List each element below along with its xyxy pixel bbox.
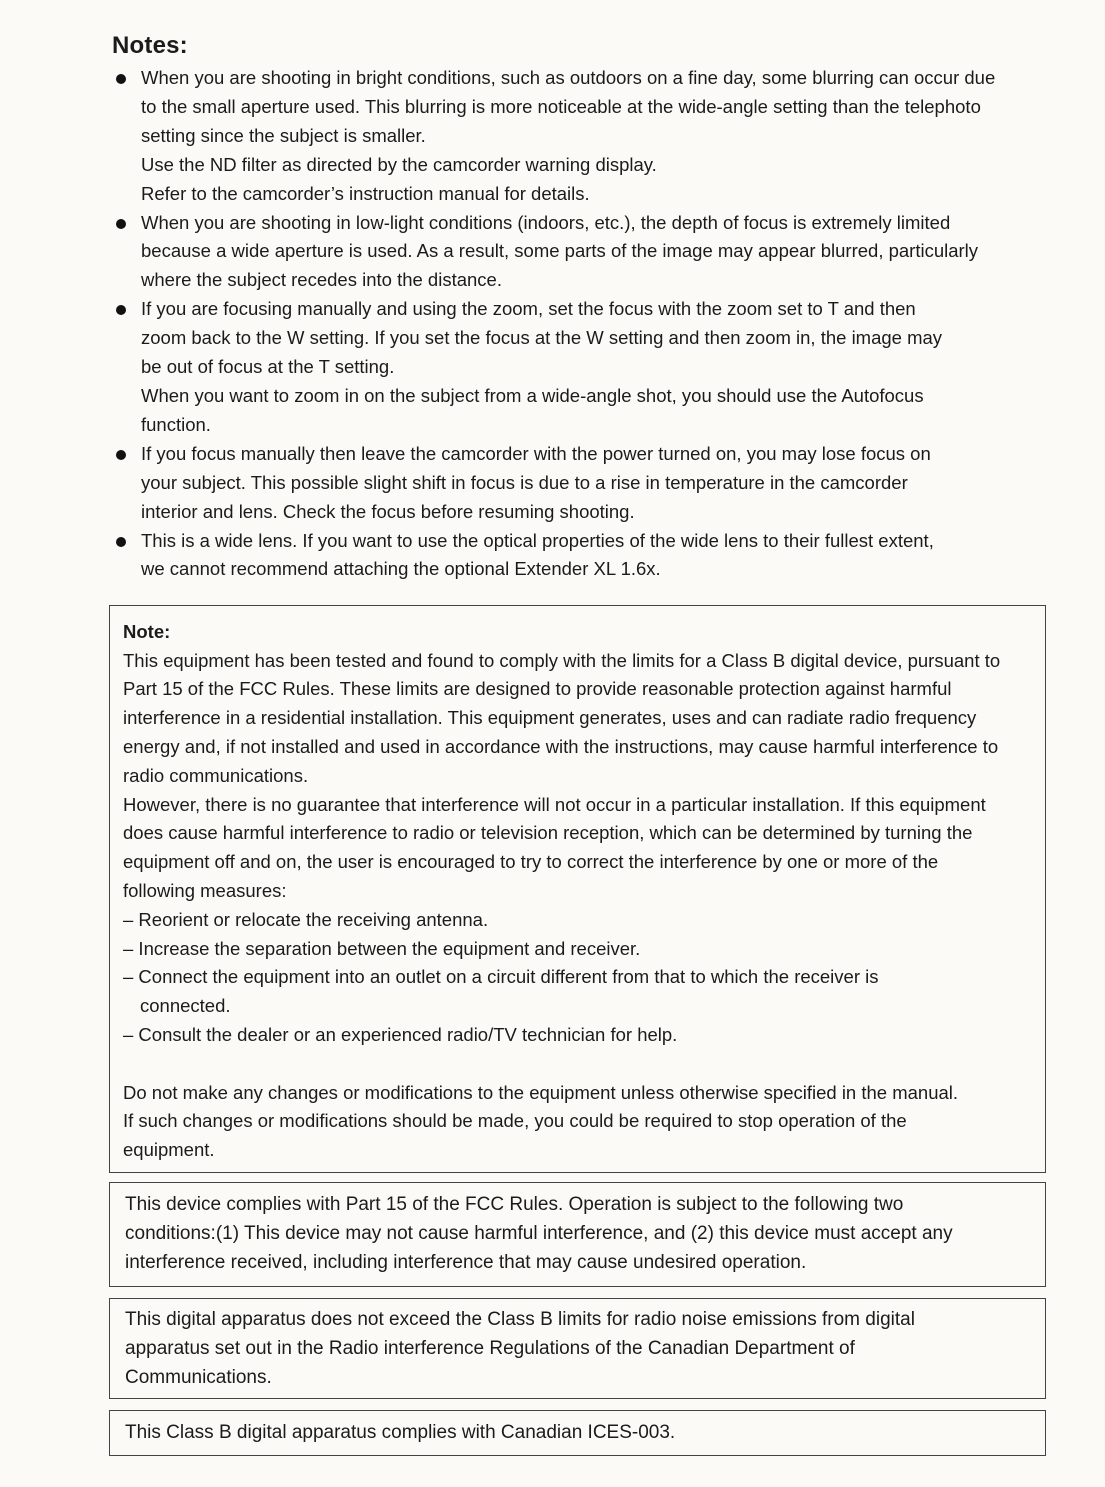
note-item — [112, 209, 1032, 296]
bullet-icon — [116, 450, 126, 460]
fcc-paragraph-line: interference in a residential installation. This equipment generates, uses and can radiate radio frequency — [123, 707, 977, 729]
note-line: where the subject recedes into the distance. — [141, 269, 502, 291]
fcc-paragraph-line: Part 15 of the FCC Rules. These limits are designed to provide reasonable protection against harmful — [123, 678, 952, 700]
note-line: If you are focusing manually and using the zoom, set the focus with the zoom set to T and then — [141, 298, 916, 320]
fcc-paragraph-line: If such changes or modifications should be made, you could be required to stop operation of the — [123, 1110, 907, 1132]
notes-list — [112, 64, 1032, 584]
note-line: we cannot recommend attaching the optional Extender XL 1.6x. — [141, 558, 661, 580]
fcc-compliance-box — [109, 1182, 1046, 1287]
note-line: because a wide aperture is used. As a result, some parts of the image may appear blurred, particularly — [141, 240, 979, 262]
fcc-paragraph-line: equipment. — [123, 1139, 215, 1161]
bullet-icon — [116, 219, 126, 229]
note-line: When you are shooting in bright conditions, such as outdoors on a fine day, some blurring can occur due — [141, 67, 996, 88]
measure-item: – Increase the separation between the equipment and receiver. — [123, 937, 641, 959]
fcc-paragraph-line: energy and, if not installed and used in accordance with the instructions, may cause harmful interference to — [123, 735, 999, 757]
note-line: your subject. This possible slight shift in focus is due to a rise in temperature in the camcorder — [141, 471, 908, 493]
fcc-paragraph-line: does cause harmful interference to radio or television reception, which can be determined by turning the — [123, 822, 973, 844]
note-item — [112, 64, 1032, 209]
note-line: When you are shooting in low-light conditions (indoors, etc.), the depth of focus is extremely limited — [141, 211, 951, 233]
measure-item: – Consult the dealer or an experienced radio/TV technician for help. — [123, 1023, 678, 1045]
measure-item: – Reorient or relocate the receiving antenna. — [123, 908, 489, 930]
bullet-icon — [116, 305, 126, 315]
note-line: Use the ND filter as directed by the camcorder warning display. — [141, 153, 657, 175]
fcc-paragraph-line: This equipment has been tested and found to comply with the limits for a Class B digital device, pursuant to — [123, 649, 1001, 671]
note-item — [112, 440, 1032, 527]
note-line: to the small aperture used. This blurring is more noticeable at the wide-angle setting than the telephoto — [141, 95, 981, 117]
ices-line: This Class B digital apparatus complies with Canadian ICES-003. — [125, 1422, 676, 1443]
note-line: function. — [141, 413, 211, 435]
fcc-paragraph-line: Do not make any changes or modifications to the equipment unless otherwise specified in the manual. — [123, 1081, 959, 1103]
ices-notice-box — [109, 1410, 1046, 1456]
note-line: interior and lens. Check the focus before resuming shooting. — [141, 500, 635, 522]
bullet-icon — [116, 74, 126, 84]
fcc-note-title: Note: — [123, 621, 171, 642]
measure-item: connected. — [140, 995, 231, 1017]
note-line: Refer to the camcorder’s instruction manual for details. — [141, 182, 590, 204]
note-line: be out of focus at the T setting. — [141, 356, 395, 378]
measure-item: – Connect the equipment into an outlet on a circuit different from that to which the receiver is — [123, 966, 879, 988]
paragraph-gap — [123, 1050, 1031, 1079]
note-line: This is a wide lens. If you want to use the optical properties of the wide lens to their fullest extent, — [141, 529, 934, 551]
canada-line: This digital apparatus does not exceed the Class B limits for radio noise emissions from digital — [125, 1309, 915, 1330]
compliance-line: interference received, including interference that may cause undesired operation. — [125, 1251, 807, 1273]
note-line: When you want to zoom in on the subject from a wide-angle shot, you should use the Autofocus — [141, 384, 924, 406]
canada-notice-box — [109, 1298, 1046, 1399]
fcc-paragraph-line: equipment off and on, the user is encouraged to try to correct the interference by one or more of the — [123, 851, 939, 873]
compliance-line: conditions:(1) This device may not cause harmful interference, and (2) this device must accept any — [125, 1222, 953, 1244]
note-item — [112, 295, 1032, 440]
note-item — [112, 527, 1032, 585]
canada-line: apparatus set out in the Radio interference Regulations of the Canadian Department of — [125, 1337, 855, 1359]
bullet-icon — [116, 537, 126, 547]
note-line: setting since the subject is smaller. — [141, 124, 426, 146]
note-line: If you focus manually then leave the camcorder with the power turned on, you may lose focus on — [141, 442, 931, 464]
fcc-paragraph-line: following measures: — [123, 879, 287, 901]
fcc-paragraph-line: radio communications. — [123, 764, 309, 786]
canada-line: Communications. — [125, 1366, 272, 1388]
notes-heading: Notes: — [112, 32, 188, 59]
compliance-line: This device complies with Part 15 of the FCC Rules. Operation is subject to the following two — [125, 1194, 904, 1215]
note-line: zoom back to the W setting. If you set the focus at the W setting and then zoom in, the image may — [141, 327, 943, 349]
fcc-note-box — [109, 605, 1046, 1173]
fcc-paragraph-line: However, there is no guarantee that interference will not occur in a particular installation. If this equipment — [123, 793, 986, 815]
